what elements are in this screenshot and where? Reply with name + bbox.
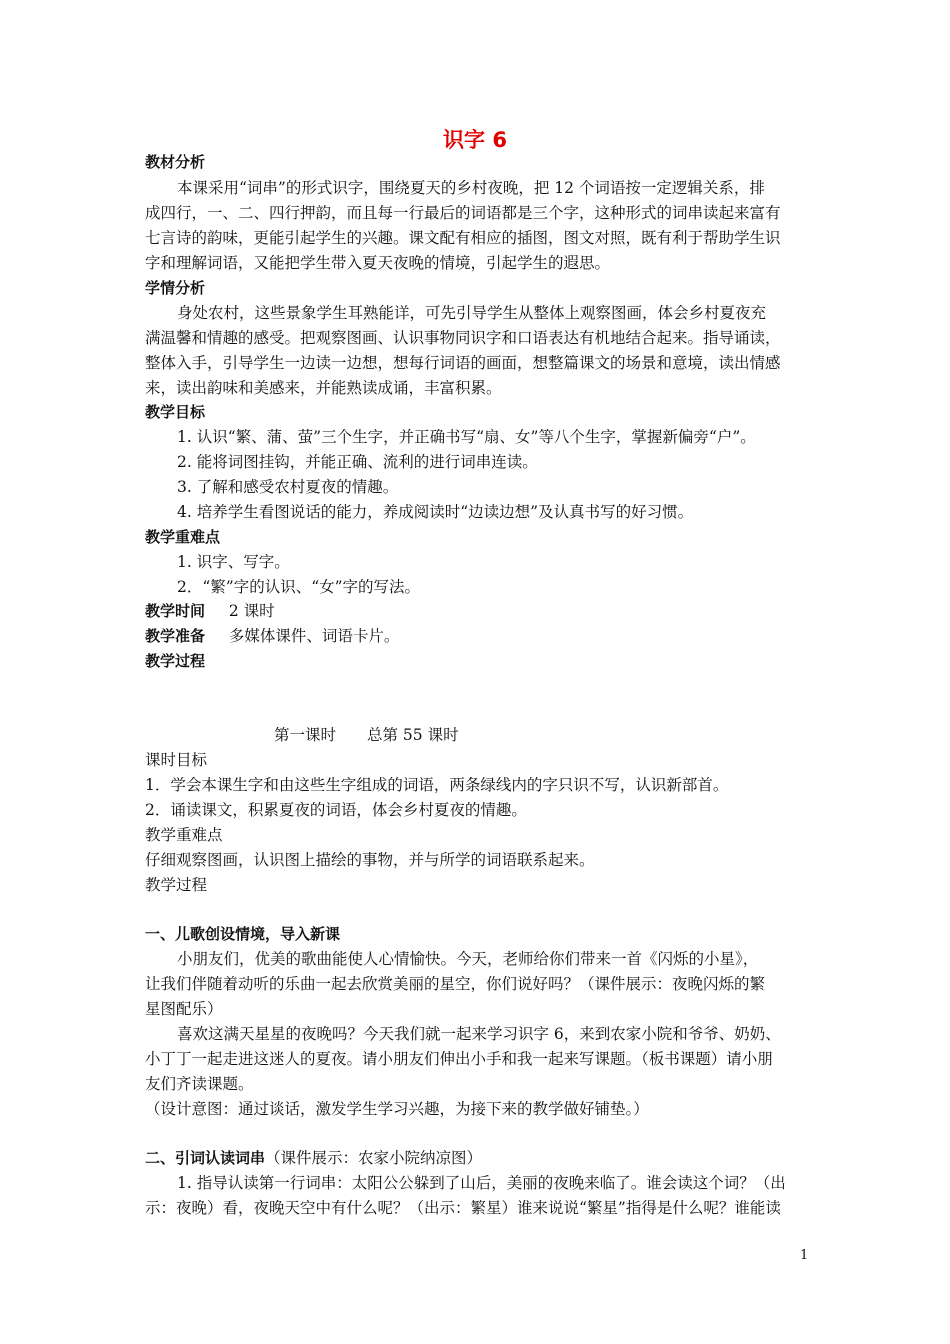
situation-line: 整体入手，引导学生一边读一边想，想每行词语的画面，想整篇课文的场景和意境，读出情感 xyxy=(145,354,781,372)
document-title: 识字 6 xyxy=(443,128,507,152)
part1-para1-line: 星图配乐） xyxy=(145,1000,223,1018)
key-item: 1. 识字、写字。 xyxy=(177,553,290,571)
situation-heading: 学情分析 xyxy=(145,279,206,297)
analysis-heading: 教材分析 xyxy=(145,153,206,171)
part1-para2-line: 友们齐读课题。 xyxy=(145,1075,254,1093)
part2-heading: 二、引词认读词串 xyxy=(145,1149,266,1167)
lesson-key-text: 仔细观察图画，认识图上描绘的事物，并与所学的词语联系起来。 xyxy=(145,851,595,869)
goal-item: 2. 能将词图挂钩，并能正确、流利的进行词串连读。 xyxy=(177,453,538,471)
time-value: 2 课时 xyxy=(228,602,275,620)
key-item: 2．“繁”字的认识、“女”字的写法。 xyxy=(177,578,421,596)
part1-para2-line: 小丁丁一起走进这迷人的夏夜。请小朋友们伸出小手和我一起来写课题。（板书课题）请小朋 xyxy=(145,1050,773,1068)
lesson-key-label: 教学重难点 xyxy=(145,826,223,844)
prep-heading: 教学准备 xyxy=(145,627,206,645)
lesson-header: 第一课时 总第 55 课时 xyxy=(274,726,459,744)
analysis-line: 七言诗的韵味，更能引起学生的兴趣。课文配有相应的插图，图文对照，既有利于帮助学生识 xyxy=(145,229,781,247)
part2-heading-row xyxy=(145,1148,810,1168)
goal-item: 1. 认识“繁、蒲、萤”三个生字，并正确书写“扇、女”等八个生字，掌握新偏旁“户”。 xyxy=(177,428,756,446)
goal-item: 3. 了解和感受农村夏夜的情趣。 xyxy=(177,478,399,496)
process-heading: 教学过程 xyxy=(145,652,206,670)
situation-line: 满温馨和情趣的感受。把观察图画、认识事物同识字和口语表达有机地结合起来。指导诵读， xyxy=(145,329,781,347)
part1-heading: 一、儿歌创设情境，导入新课 xyxy=(145,925,341,943)
prep-row xyxy=(145,626,810,646)
part1-para1-line: 小朋友们，优美的歌曲能使人心情愉快。今天，老师给你们带来一首《闪烁的小星》， xyxy=(177,950,759,968)
prep-value: 多媒体课件、词语卡片。 xyxy=(228,627,400,645)
part2-heading-note: （课件展示：农家小院纳凉图） xyxy=(265,1149,483,1167)
part2-para-line: 示：夜晚）看，夜晚天空中有什么呢？（出示：繁星）谁来说说“繁星”指得是什么呢？谁能读 xyxy=(145,1199,781,1217)
lesson-goal: 2．诵读课文，积累夏夜的词语，体会乡村夏夜的情趣。 xyxy=(145,801,527,819)
situation-line: 来，读出韵味和美感来，并能熟读成诵，丰富积累。 xyxy=(145,379,502,397)
part1-para2-line: 喜欢这满天星星的夜晚吗？今天我们就一起来学习识字 6，来到农家小院和爷爷、奶奶、 xyxy=(177,1025,781,1043)
lesson-goal-label: 课时目标 xyxy=(145,751,208,769)
part1-para1-line: 让我们伴随着动听的乐曲一起去欣赏美丽的星空，你们说好吗？（课件展示：夜晚闪烁的繁 xyxy=(145,975,766,993)
page-number: 1 xyxy=(800,1248,809,1263)
analysis-line: 本课采用“词串”的形式识字，围绕夏天的乡村夜晚，把 12 个词语按一定逻辑关系，排 xyxy=(177,179,765,197)
lesson-goal: 1．学会本课生字和由这些生字组成的词语，两条绿线内的字只识不写，认识新部首。 xyxy=(145,776,729,794)
part1-design-note: （设计意图：通过谈话，激发学生学习兴趣，为接下来的教学做好铺垫。） xyxy=(145,1100,649,1118)
situation-line: 身处农村，这些景象学生耳熟能详，可先引导学生从整体上观察图画，体会乡村夏夜充 xyxy=(177,304,767,322)
goal-item: 4. 培养学生看图说话的能力，养成阅读时“边读边想”及认真书写的好习惯。 xyxy=(177,503,694,521)
analysis-line: 字和理解词语，又能把学生带入夏天夜晚的情境，引起学生的遐思。 xyxy=(145,254,611,272)
lesson-process-label: 教学过程 xyxy=(145,876,208,894)
time-row xyxy=(145,601,810,621)
key-heading: 教学重难点 xyxy=(145,528,221,546)
goals-heading: 教学目标 xyxy=(145,403,206,421)
analysis-line: 成四行，一、二、四行押韵，而且每一行最后的词语都是三个字，这种形式的词串读起来富有 xyxy=(145,204,781,222)
part2-para-line: 1. 指导认读第一行词串：太阳公公躲到了山后，美丽的夜晚来临了。谁会读这个词？（出 xyxy=(177,1174,786,1192)
time-heading: 教学时间 xyxy=(145,602,206,620)
